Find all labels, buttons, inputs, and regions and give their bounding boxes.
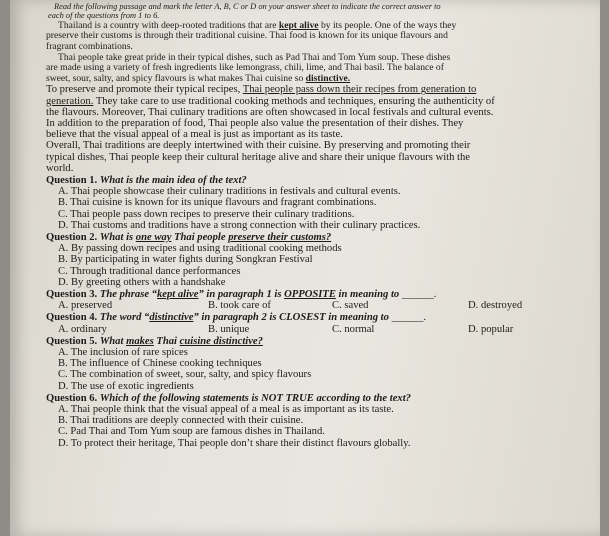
option-a[interactable]: A. The inclusion of rare spices xyxy=(58,347,188,359)
option-d[interactable]: D. destroyed xyxy=(468,300,523,312)
passage-line: preserve their customs is through their traditional cuisine. Thai food is known for its unique flavours and xyxy=(46,30,448,42)
question-emphasis: CLOSEST xyxy=(279,312,326,324)
passage-paragraph-2 xyxy=(46,53,594,85)
question-stem xyxy=(46,175,594,186)
passage-line: Thai people take great pride in their typical dishes, such as Pad Thai and Tom Yum soup. These dishes xyxy=(58,51,451,63)
question-text: in meaning to xyxy=(335,289,400,301)
passage-paragraph-3 xyxy=(46,84,594,140)
question-text: The phrase “ xyxy=(99,289,157,301)
question-number: Question 3. xyxy=(46,289,98,301)
question-stem xyxy=(46,336,594,347)
instruction-line-1: Read the following passage and mark the letter A, B, C or D on your answer sheet to indicate the correct answer to xyxy=(54,2,441,11)
answer-blank: ______. xyxy=(401,289,437,301)
question-emphasis: one way xyxy=(135,232,172,244)
option-d[interactable]: D. The use of exotic ingredients xyxy=(58,380,194,392)
option-c[interactable]: C. Thai people pass down recipes to preserve their culinary traditions. xyxy=(58,208,355,220)
highlighted-phrase-kept-alive: kept alive xyxy=(278,19,319,31)
question-emphasis: makes xyxy=(126,335,154,347)
option-b[interactable]: B. The influence of Chinese cooking techniques xyxy=(58,358,262,370)
passage-line xyxy=(46,74,594,85)
passage-text: They take care to use traditional cooking methods and techniques, ensuring the authenticity of xyxy=(93,95,495,107)
option-d[interactable]: D. popular xyxy=(468,323,514,335)
passage-paragraph-1 xyxy=(46,21,594,53)
question-emphasis: OPPOSITE xyxy=(284,289,336,301)
question-number: Question 1. xyxy=(46,175,98,186)
question-stem xyxy=(46,289,594,300)
highlighted-word-distinctive: distinctive. xyxy=(305,72,351,84)
question-4 xyxy=(46,312,594,334)
option-row xyxy=(46,324,594,335)
option-b[interactable]: B. took care of xyxy=(208,300,271,312)
question-number: Question 5. xyxy=(46,335,98,347)
passage-line: believe that the visual appeal of a meal is just as important as its taste. xyxy=(46,129,343,141)
question-text: What is xyxy=(99,232,136,244)
option-row xyxy=(46,300,594,311)
option-d[interactable]: D. Thai customs and traditions have a strong connection with their culinary practices. xyxy=(58,219,421,231)
passage-line: the flavours. Moreover, Thai culinary traditions are often showcased in local festivals and cultural events. xyxy=(46,106,494,118)
question-stem xyxy=(46,232,594,243)
worksheet-page xyxy=(10,0,600,536)
option-a[interactable]: A. By passing down recipes and using traditional cooking methods xyxy=(58,243,342,255)
instruction-line-2: each of the questions from 1 to 6. xyxy=(48,11,160,21)
underlined-phrase: Thai people pass down their recipes from generation to xyxy=(242,84,477,96)
answer-blank: ______. xyxy=(391,312,427,324)
worksheet-content xyxy=(46,2,594,449)
passage-line: Overall, Thai traditions are deeply intertwined with their cuisine. By preserving and promoting their xyxy=(46,140,471,152)
option-b[interactable]: B. Thai traditions are deeply connected with their cuisine. xyxy=(58,415,304,427)
passage-text: Thailand is a country with deep-rooted traditions that are xyxy=(58,19,279,31)
option-a[interactable]: A. Thai people think that the visual appeal of a meal is as important as its taste. xyxy=(58,404,394,416)
passage-text: sweet, sour, salty, and spicy flavours is what makes Thai cuisine so xyxy=(46,72,306,84)
question-text: What xyxy=(99,335,127,347)
passage-line: In addition to the preparation of food, Thai people also value the presentation of their dishes. They xyxy=(46,117,464,129)
question-5 xyxy=(46,336,594,392)
passage-line: are made using a variety of fresh ingredients like lemongrass, chili, lime, and Thai basil. The balance of xyxy=(46,62,444,74)
underlined-phrase: generation. xyxy=(46,95,94,107)
passage-paragraph-4 xyxy=(46,140,594,174)
passage-line xyxy=(46,84,594,95)
option-d[interactable]: D. To protect their heritage, Thai people don’t share their distinct flavours globally. xyxy=(58,437,411,449)
option-b[interactable]: B. unique xyxy=(208,323,250,335)
option-a[interactable]: A. preserved xyxy=(58,300,113,312)
question-text: ” in paragraph 1 is xyxy=(198,289,285,301)
question-text: Thai people xyxy=(171,232,229,244)
option-c[interactable]: C. The combination of sweet, sour, salty, and spicy flavours xyxy=(58,369,312,381)
question-text: Thai xyxy=(153,335,180,347)
option-d[interactable]: D. By greeting others with a handshake xyxy=(58,276,226,288)
question-3 xyxy=(46,289,594,311)
question-text: The word “ xyxy=(99,312,150,324)
question-number: Question 4. xyxy=(46,312,98,324)
question-emphasis: cuisine distinctive? xyxy=(179,335,263,347)
passage-line: world. xyxy=(46,162,74,174)
question-number: Question 6. xyxy=(46,392,98,404)
question-emphasis: kept alive xyxy=(156,289,199,301)
option-c[interactable]: C. Through traditional dance performances xyxy=(58,265,241,277)
option-c[interactable]: C. normal xyxy=(332,323,375,335)
question-6 xyxy=(46,393,594,449)
passage-line: fragrant combinations. xyxy=(46,41,133,52)
passage-text: by its people. One of the ways they xyxy=(318,19,457,31)
option-a[interactable]: A. Thai people showcase their culinary traditions in festivals and cultural events. xyxy=(58,186,401,198)
question-1 xyxy=(46,175,594,231)
question-emphasis: preserve their customs? xyxy=(228,232,332,244)
question-stem xyxy=(46,393,594,404)
question-text: What is the main idea of the text? xyxy=(99,175,247,186)
question-number: Question 2. xyxy=(46,232,98,244)
question-text: ” in paragraph 2 is xyxy=(193,312,280,324)
option-c[interactable]: C. saved xyxy=(332,300,369,312)
option-b[interactable]: B. Thai cuisine is known for its unique flavours and fragrant combinations. xyxy=(58,197,377,209)
passage-text: To preserve and promote their typical recipes, xyxy=(46,84,243,96)
option-c[interactable]: C. Pad Thai and Tom Yum soup are famous dishes in Thailand. xyxy=(58,426,325,438)
option-b[interactable]: B. By participating in water fights during Songkran Festival xyxy=(58,254,313,266)
question-stem xyxy=(46,312,594,323)
option-a[interactable]: A. ordinary xyxy=(58,323,107,335)
question-text: in meaning to xyxy=(325,312,389,324)
question-2 xyxy=(46,232,594,288)
question-emphasis: distinctive xyxy=(149,312,194,324)
passage-line: typical dishes, Thai people keep their cultural heritage alive and share their unique flavours with the xyxy=(46,151,470,163)
question-text: Which of the following statements is NOT TRUE according to the text? xyxy=(99,392,411,404)
passage-line xyxy=(46,96,594,107)
